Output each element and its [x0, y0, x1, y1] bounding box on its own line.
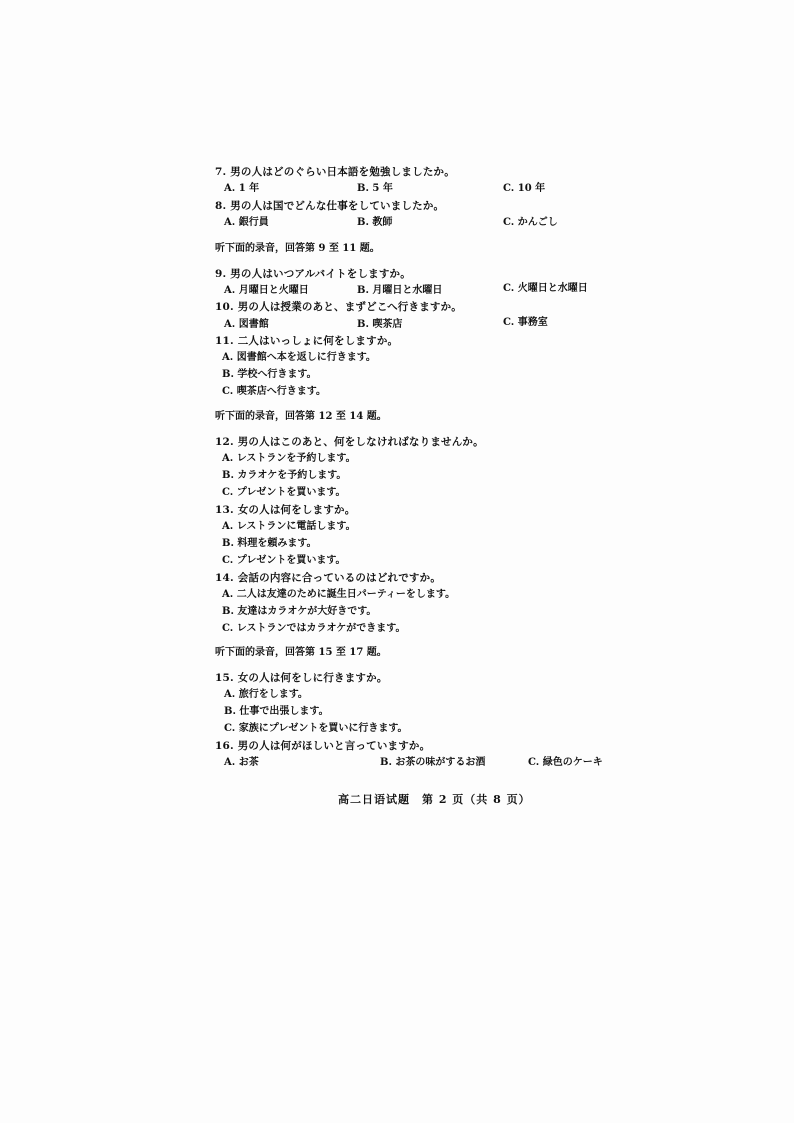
question-14-option-b: B. 友達はカラオケが大好きです。	[222, 606, 377, 617]
question-14-option-c: C. レストランではカラオケができます。	[222, 623, 406, 634]
question-15-option-c: C. 家族にプレゼントを買いに行きます。	[224, 723, 408, 734]
question-15-option-a: A. 旅行をします。	[224, 689, 308, 700]
question-10: 10. 男の人は授業のあと、まずどこへ行きますか。	[215, 301, 463, 313]
question-13: 13. 女の人は何をしますか。	[215, 504, 356, 516]
question-7-option-c: C. 10 年	[503, 183, 546, 194]
question-12-option-a: A. レストランを予約します。	[222, 453, 356, 464]
page-footer: 高二日语试题 第 2 页（共 8 页）	[338, 793, 531, 806]
question-10-option-c: C. 事務室	[503, 317, 548, 328]
section-instruction-9-11: 听下面的录音，回答第 9 至 11 题。	[215, 243, 380, 254]
question-12-option-b: B. カラオケを予約します。	[222, 470, 347, 481]
question-7-option-b: B. 5 年	[357, 183, 393, 194]
question-13-option-b: B. 料理を頼みます。	[222, 538, 317, 549]
question-11-option-c: C. 喫茶店へ行きます。	[222, 386, 326, 397]
question-12-option-c: C. プレゼントを買います。	[222, 487, 346, 498]
question-8-option-b: B. 教師	[357, 217, 393, 228]
question-13-option-c: C. プレゼントを買います。	[222, 555, 346, 566]
question-9-option-c: C. 火曜日と水曜日	[503, 283, 588, 294]
question-7-option-a: A. 1 年	[224, 183, 260, 194]
question-10-option-a: A. 図書館	[224, 319, 269, 330]
question-15: 15. 女の人は何をしに行きますか。	[215, 672, 388, 684]
section-instruction-12-14: 听下面的录音，回答第 12 至 14 题。	[215, 411, 387, 422]
question-15-option-b: B. 仕事で出張します。	[224, 706, 329, 717]
question-11-option-b: B. 学校へ行きます。	[222, 369, 317, 380]
question-12: 12. 男の人はこのあと、何をしなければなりませんか。	[215, 436, 484, 448]
question-16: 16. 男の人は何がほしいと言っていますか。	[215, 740, 431, 752]
question-8: 8. 男の人は国でどんな仕事をしていましたか。	[215, 200, 445, 212]
section-instruction-15-17: 听下面的录音，回答第 15 至 17 题。	[215, 647, 387, 658]
question-8-option-c: C. かんごし	[503, 217, 558, 228]
question-14-option-a: A. 二人は友達のために誕生日パーティーをします。	[222, 589, 456, 600]
question-11-option-a: A. 図書館へ本を返しに行きます。	[222, 352, 376, 363]
question-16-option-b: B. お茶の味がするお酒	[380, 757, 486, 768]
question-11: 11. 二人はいっしょに何をしますか。	[215, 335, 399, 347]
question-9: 9. 男の人はいつアルバイトをしますか。	[215, 268, 411, 280]
question-13-option-a: A. レストランに電話します。	[222, 521, 356, 532]
question-9-option-a: A. 月曜日と火曜日	[224, 285, 309, 296]
question-16-option-c: C. 緑色のケーキ	[528, 757, 603, 768]
question-9-option-b: B. 月曜日と水曜日	[357, 285, 443, 296]
question-7: 7. 男の人はどのぐらい日本語を勉強しましたか。	[215, 166, 455, 178]
question-14: 14. 会話の内容に合っているのはどれですか。	[215, 572, 442, 584]
question-16-option-a: A. お茶	[224, 757, 259, 768]
question-10-option-b: B. 喫茶店	[357, 319, 403, 330]
question-8-option-a: A. 銀行員	[224, 217, 269, 228]
